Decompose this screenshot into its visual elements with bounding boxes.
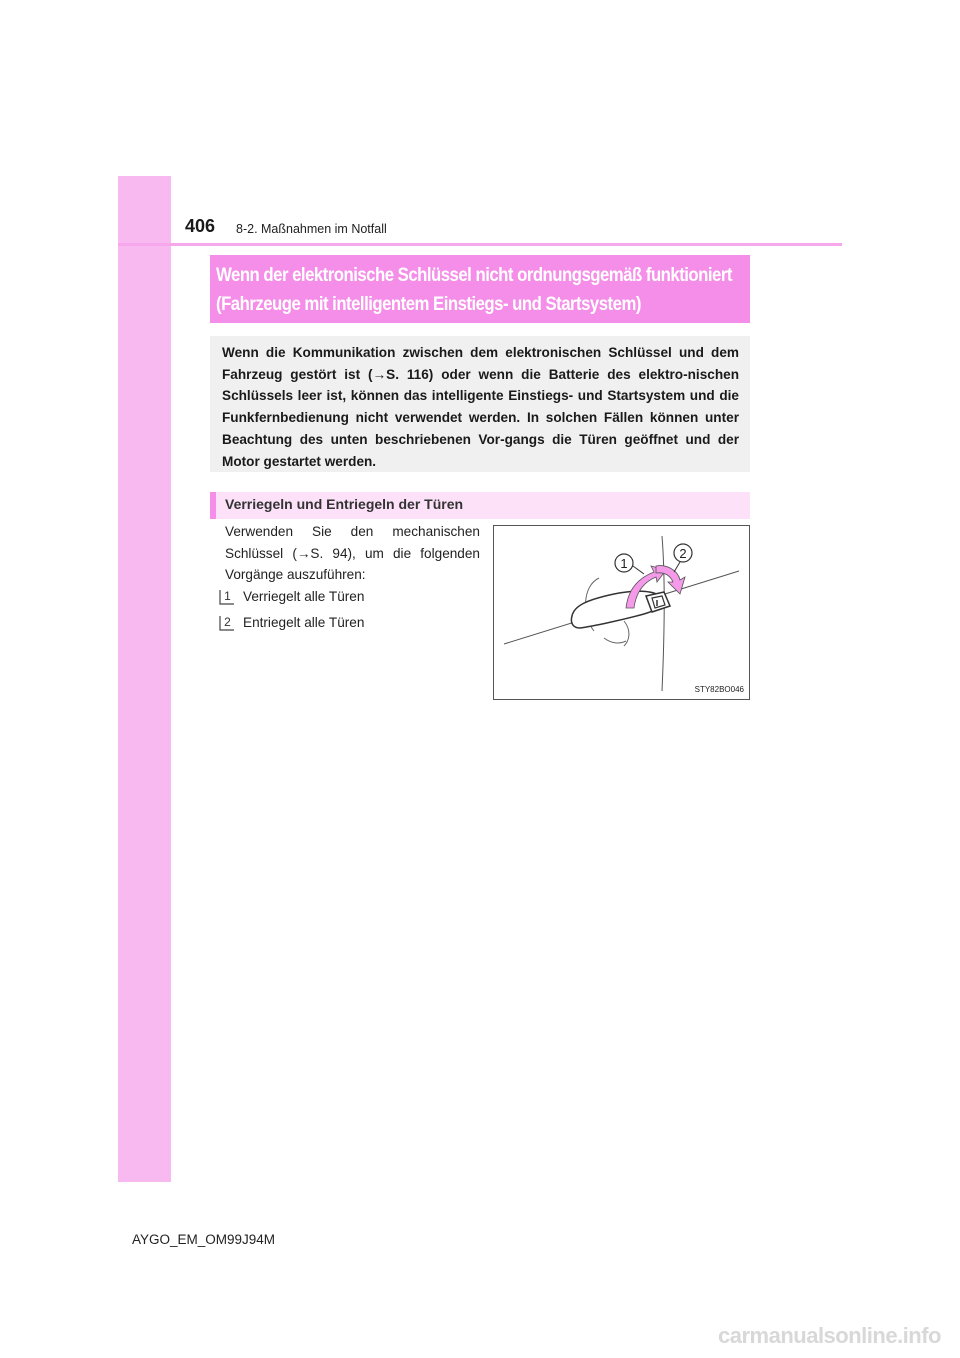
step-number: 1	[224, 589, 231, 603]
side-tab-strip	[118, 176, 171, 1182]
watermark: carmanualsonline.info	[718, 1323, 941, 1348]
step-item-2	[219, 614, 364, 631]
callout-1: 1	[620, 556, 628, 571]
illustration-drawing	[494, 526, 749, 699]
main-heading	[210, 255, 750, 323]
step-label: Verriegelt alle Türen	[243, 589, 365, 604]
figure-code: STY82BO046	[694, 685, 744, 694]
body-paragraph: Verwenden Sie den mechanischen Schlüssel (→S. 94), um die folgenden Vorgänge auszuführen:	[225, 524, 480, 582]
sub-heading: Verriegeln und Entriegeln der Türen	[210, 492, 750, 519]
step-number: 2	[224, 615, 231, 629]
step-number-badge	[219, 614, 236, 631]
section-label: 8-2. Maßnahmen im Notfall	[236, 222, 387, 236]
step-label: Entriegelt alle Türen	[243, 615, 365, 630]
footer-code: AYGO_EM_OM99J94M	[132, 1232, 276, 1247]
main-heading-line2: (Fahrzeuge mit intelligentem Einstiegs- und Startsystem)	[216, 293, 641, 315]
step-number-badge	[219, 588, 236, 605]
callout-2: 2	[679, 546, 687, 561]
step-item-1	[219, 588, 364, 605]
main-heading-line1: Wenn der elektronische Schlüssel nicht ordnungsgemäß funktioniert	[216, 264, 732, 286]
intro-box: Wenn die Kommunikation zwischen dem elektronischen Schlüssel und dem Fahrzeug gestört ist (→S. 116) oder wenn die Batterie des elektro-nischen Schlüssels leer ist, können das intelligente Einstiegs- und Startsystem und die Funkfernbedienung nicht verwendet werden. In solchen Fällen können unter Beachtung des unten beschriebenen Vor-gangs die Türen geöffnet und der Motor gestartet werden.	[210, 336, 750, 472]
page-number: 406	[185, 216, 216, 236]
header-rule	[118, 243, 842, 246]
door-handle-illustration	[493, 525, 750, 700]
